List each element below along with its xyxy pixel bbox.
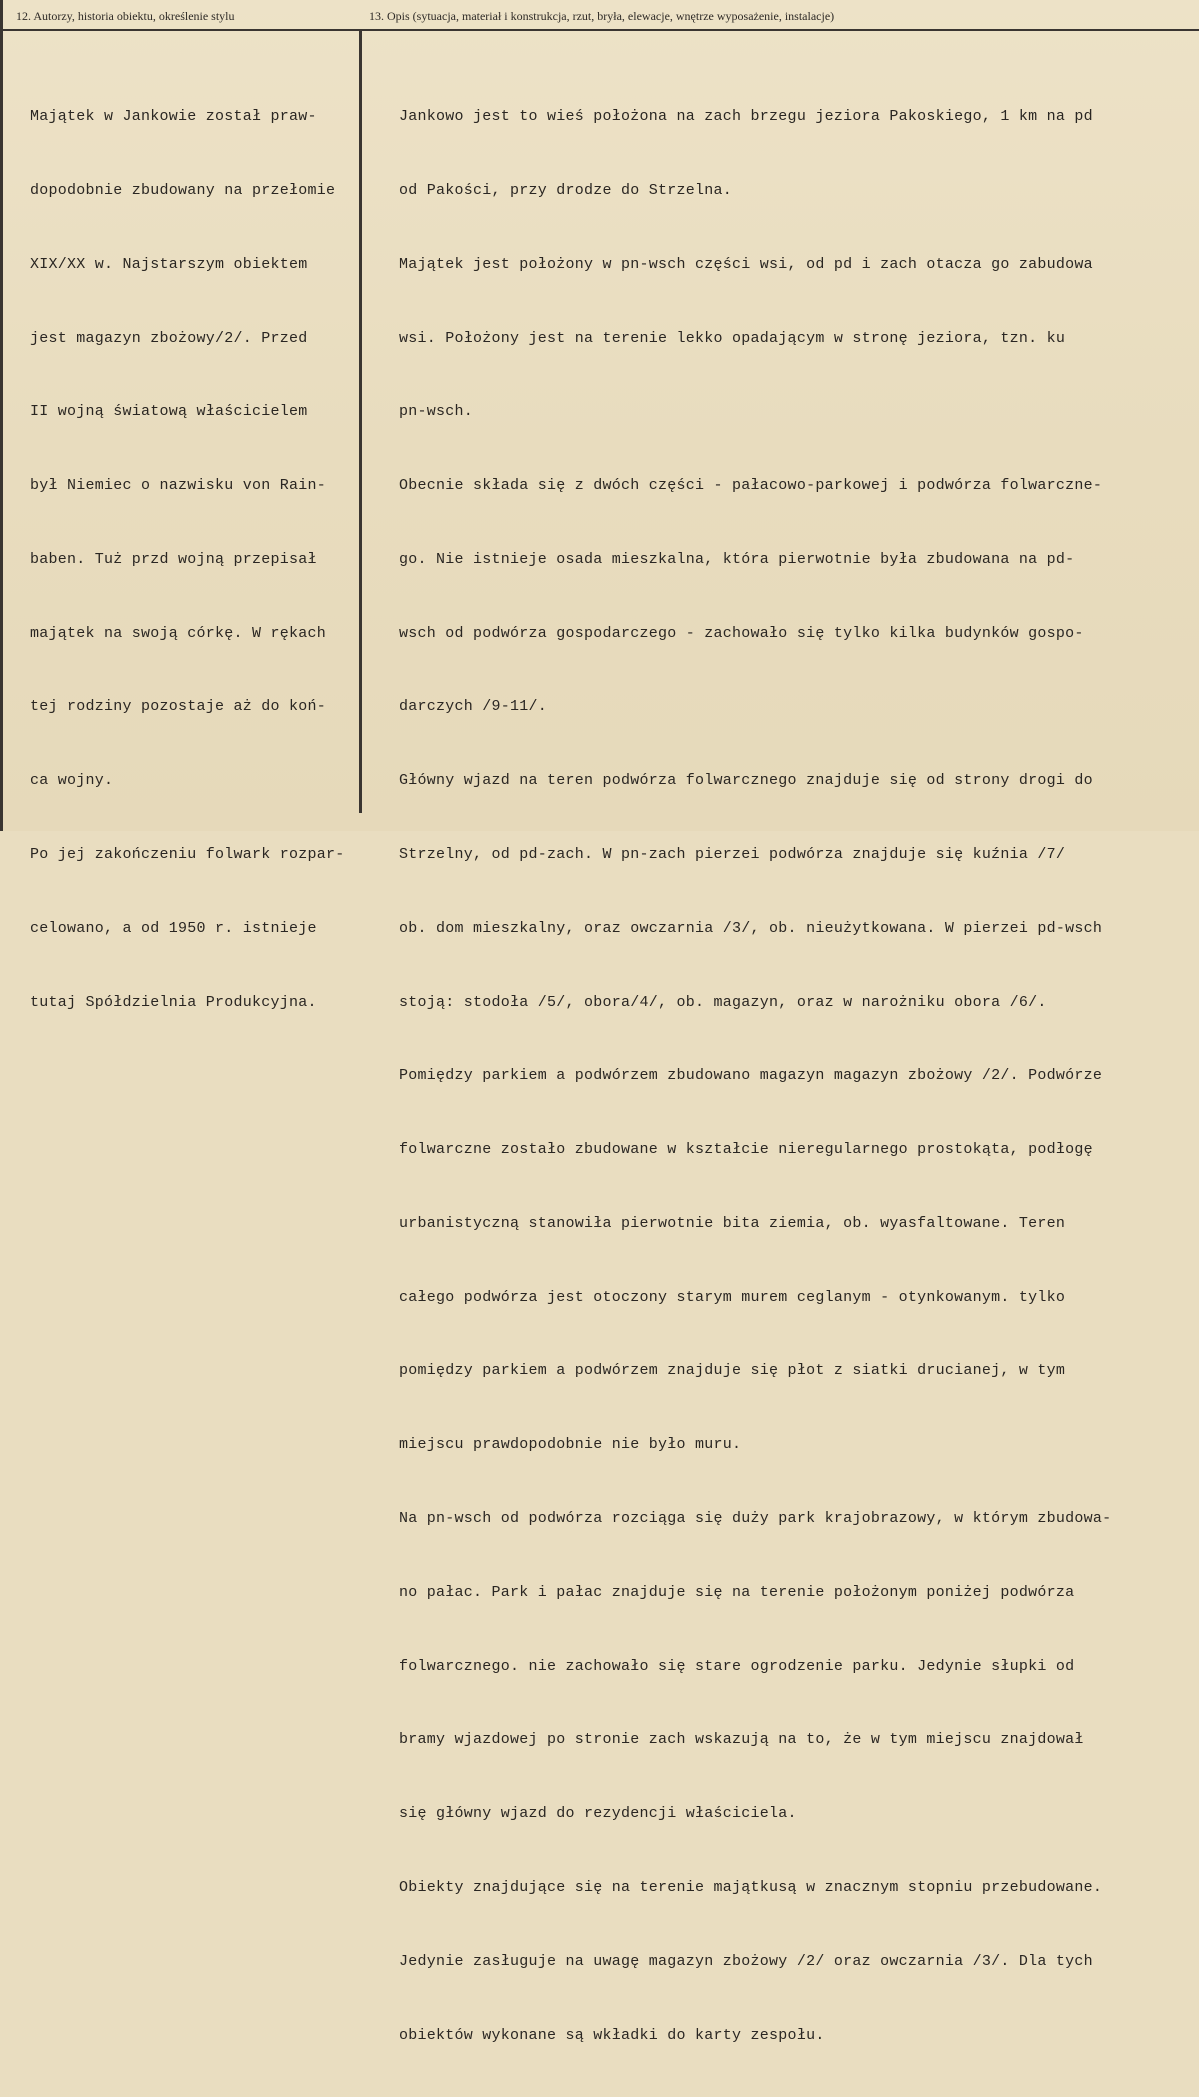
- text-line: Główny wjazd na teren podwórza folwarcznego znajduje się od strony drogi do: [399, 772, 1093, 790]
- section-13-label: 13. Opis (sytuacja, materiał i konstrukcja, rzut, bryła, elewacje, wnętrze wyposażenie, instalacje): [369, 9, 835, 23]
- card-left-border: [0, 0, 3, 831]
- text-line: baben. Tuż przd wojną przepisał: [30, 550, 317, 568]
- section-13-text: [399, 56, 1191, 2097]
- text-line: Obecnie składa się z dwóch części - pałacowo-parkowej i podwórza folwarczne-: [399, 477, 1103, 495]
- header-rule: [0, 29, 1199, 31]
- text-line: Strzelny, od pd-zach. W pn-zach pierzei podwórza znajduje się kuźnia /7/: [399, 846, 1066, 863]
- text-line: Majątek jest położony w pn-wsch części wsi, od pd i zach otacza go zabudowa: [399, 255, 1093, 273]
- text-line: go. Nie istnieje osada mieszkalna, która pierwotnie była zbudowana na pd-: [399, 550, 1075, 568]
- text-line: tutaj Spółdzielnia Produkcyjna.: [30, 993, 317, 1011]
- section-12-label: 12. Autorzy, historia obiektu, określenie stylu: [16, 9, 235, 23]
- text-line: od Pakości, przy drodze do Strzelna.: [399, 181, 733, 199]
- text-line: no pałac. Park i pałac znajduje się na terenie położonym poniżej podwórza: [399, 1583, 1075, 1601]
- text-line: całego podwórza jest otoczony starym murem ceglanym - otynkowanym. tylko: [399, 1288, 1066, 1306]
- text-line: ca wojny.: [30, 772, 114, 790]
- text-line: Po jej zakończeniu folwark rozpar-: [30, 846, 345, 863]
- text-line: się główny wjazd do rezydencji właściciela.: [399, 1805, 797, 1823]
- text-line: Jankowo jest to wieś położona na zach brzegu jeziora Pakoskiego, 1 km na pd: [399, 108, 1093, 126]
- text-line: obiektów wykonane są wkładki do karty zespołu.: [399, 2026, 825, 2044]
- text-line: II wojną światową właścicielem: [30, 403, 308, 421]
- text-line: wsi. Położony jest na terenie lekko opadającym w stronę jeziora, tzn. ku: [399, 329, 1066, 347]
- text-line: XIX/XX w. Najstarszym obiektem: [30, 255, 308, 273]
- text-line: Obiekty znajdujące się na terenie majątkusą w znacznym stopniu przebudowane.: [399, 1878, 1103, 1896]
- text-line: stoją: stodoła /5/, obora/4/, ob. magazyn, oraz w narożniku obora /6/.: [399, 993, 1047, 1011]
- text-line: bramy wjazdowej po stronie zach wskazują na to, że w tym miejscu znajdował: [399, 1731, 1084, 1749]
- text-line: majątek na swoją córkę. W rękach: [30, 624, 327, 642]
- text-line: ob. dom mieszkalny, oraz owczarnia /3/, ob. nieużytkowana. W pierzei pd-wsch: [399, 919, 1103, 937]
- text-line: Pomiędzy parkiem a podwórzem zbudowano magazyn magazyn zbożowy /2/. Podwórze: [399, 1067, 1103, 1085]
- text-line: pn-wsch.: [399, 403, 474, 421]
- text-line: dopodobnie zbudowany na przełomie: [30, 181, 336, 199]
- text-line: wsch od podwórza gospodarczego - zachowało się tylko kilka budynków gospo-: [399, 624, 1084, 642]
- text-line: jest magazyn zbożowy/2/. Przed: [30, 329, 308, 347]
- text-line: folwarczne zostało zbudowane w kształcie nieregularnego prostokąta, podłogę: [399, 1141, 1093, 1159]
- text-line: Na pn-wsch od podwórza rozciąga się duży park krajobrazowy, w którym zbudowa-: [399, 1510, 1112, 1528]
- text-line: pomiędzy parkiem a podwórzem znajduje się płot z siatki drucianej, w tym: [399, 1362, 1066, 1380]
- section-12-text: [30, 56, 358, 1064]
- text-line: urbanistyczną stanowiła pierwotnie bita ziemia, ob. wyasfaltowane. Teren: [399, 1214, 1066, 1232]
- text-line: miejscu prawdopodobnie nie było muru.: [399, 1436, 742, 1454]
- text-line: darczych /9-11/.: [399, 698, 548, 716]
- column-divider: [359, 29, 362, 813]
- text-line: Majątek w Jankowie został praw-: [30, 108, 317, 126]
- text-line: celowano, a od 1950 r. istnieje: [30, 919, 317, 937]
- text-line: był Niemiec o nazwisku von Rain-: [30, 477, 327, 495]
- text-line: folwarcznego. nie zachowało się stare ogrodzenie parku. Jedynie słupki od: [399, 1657, 1075, 1675]
- text-line: tej rodziny pozostaje aż do koń-: [30, 698, 327, 716]
- text-line: Jedynie zasługuje na uwagę magazyn zbożowy /2/ oraz owczarnia /3/. Dla tych: [399, 1952, 1093, 1970]
